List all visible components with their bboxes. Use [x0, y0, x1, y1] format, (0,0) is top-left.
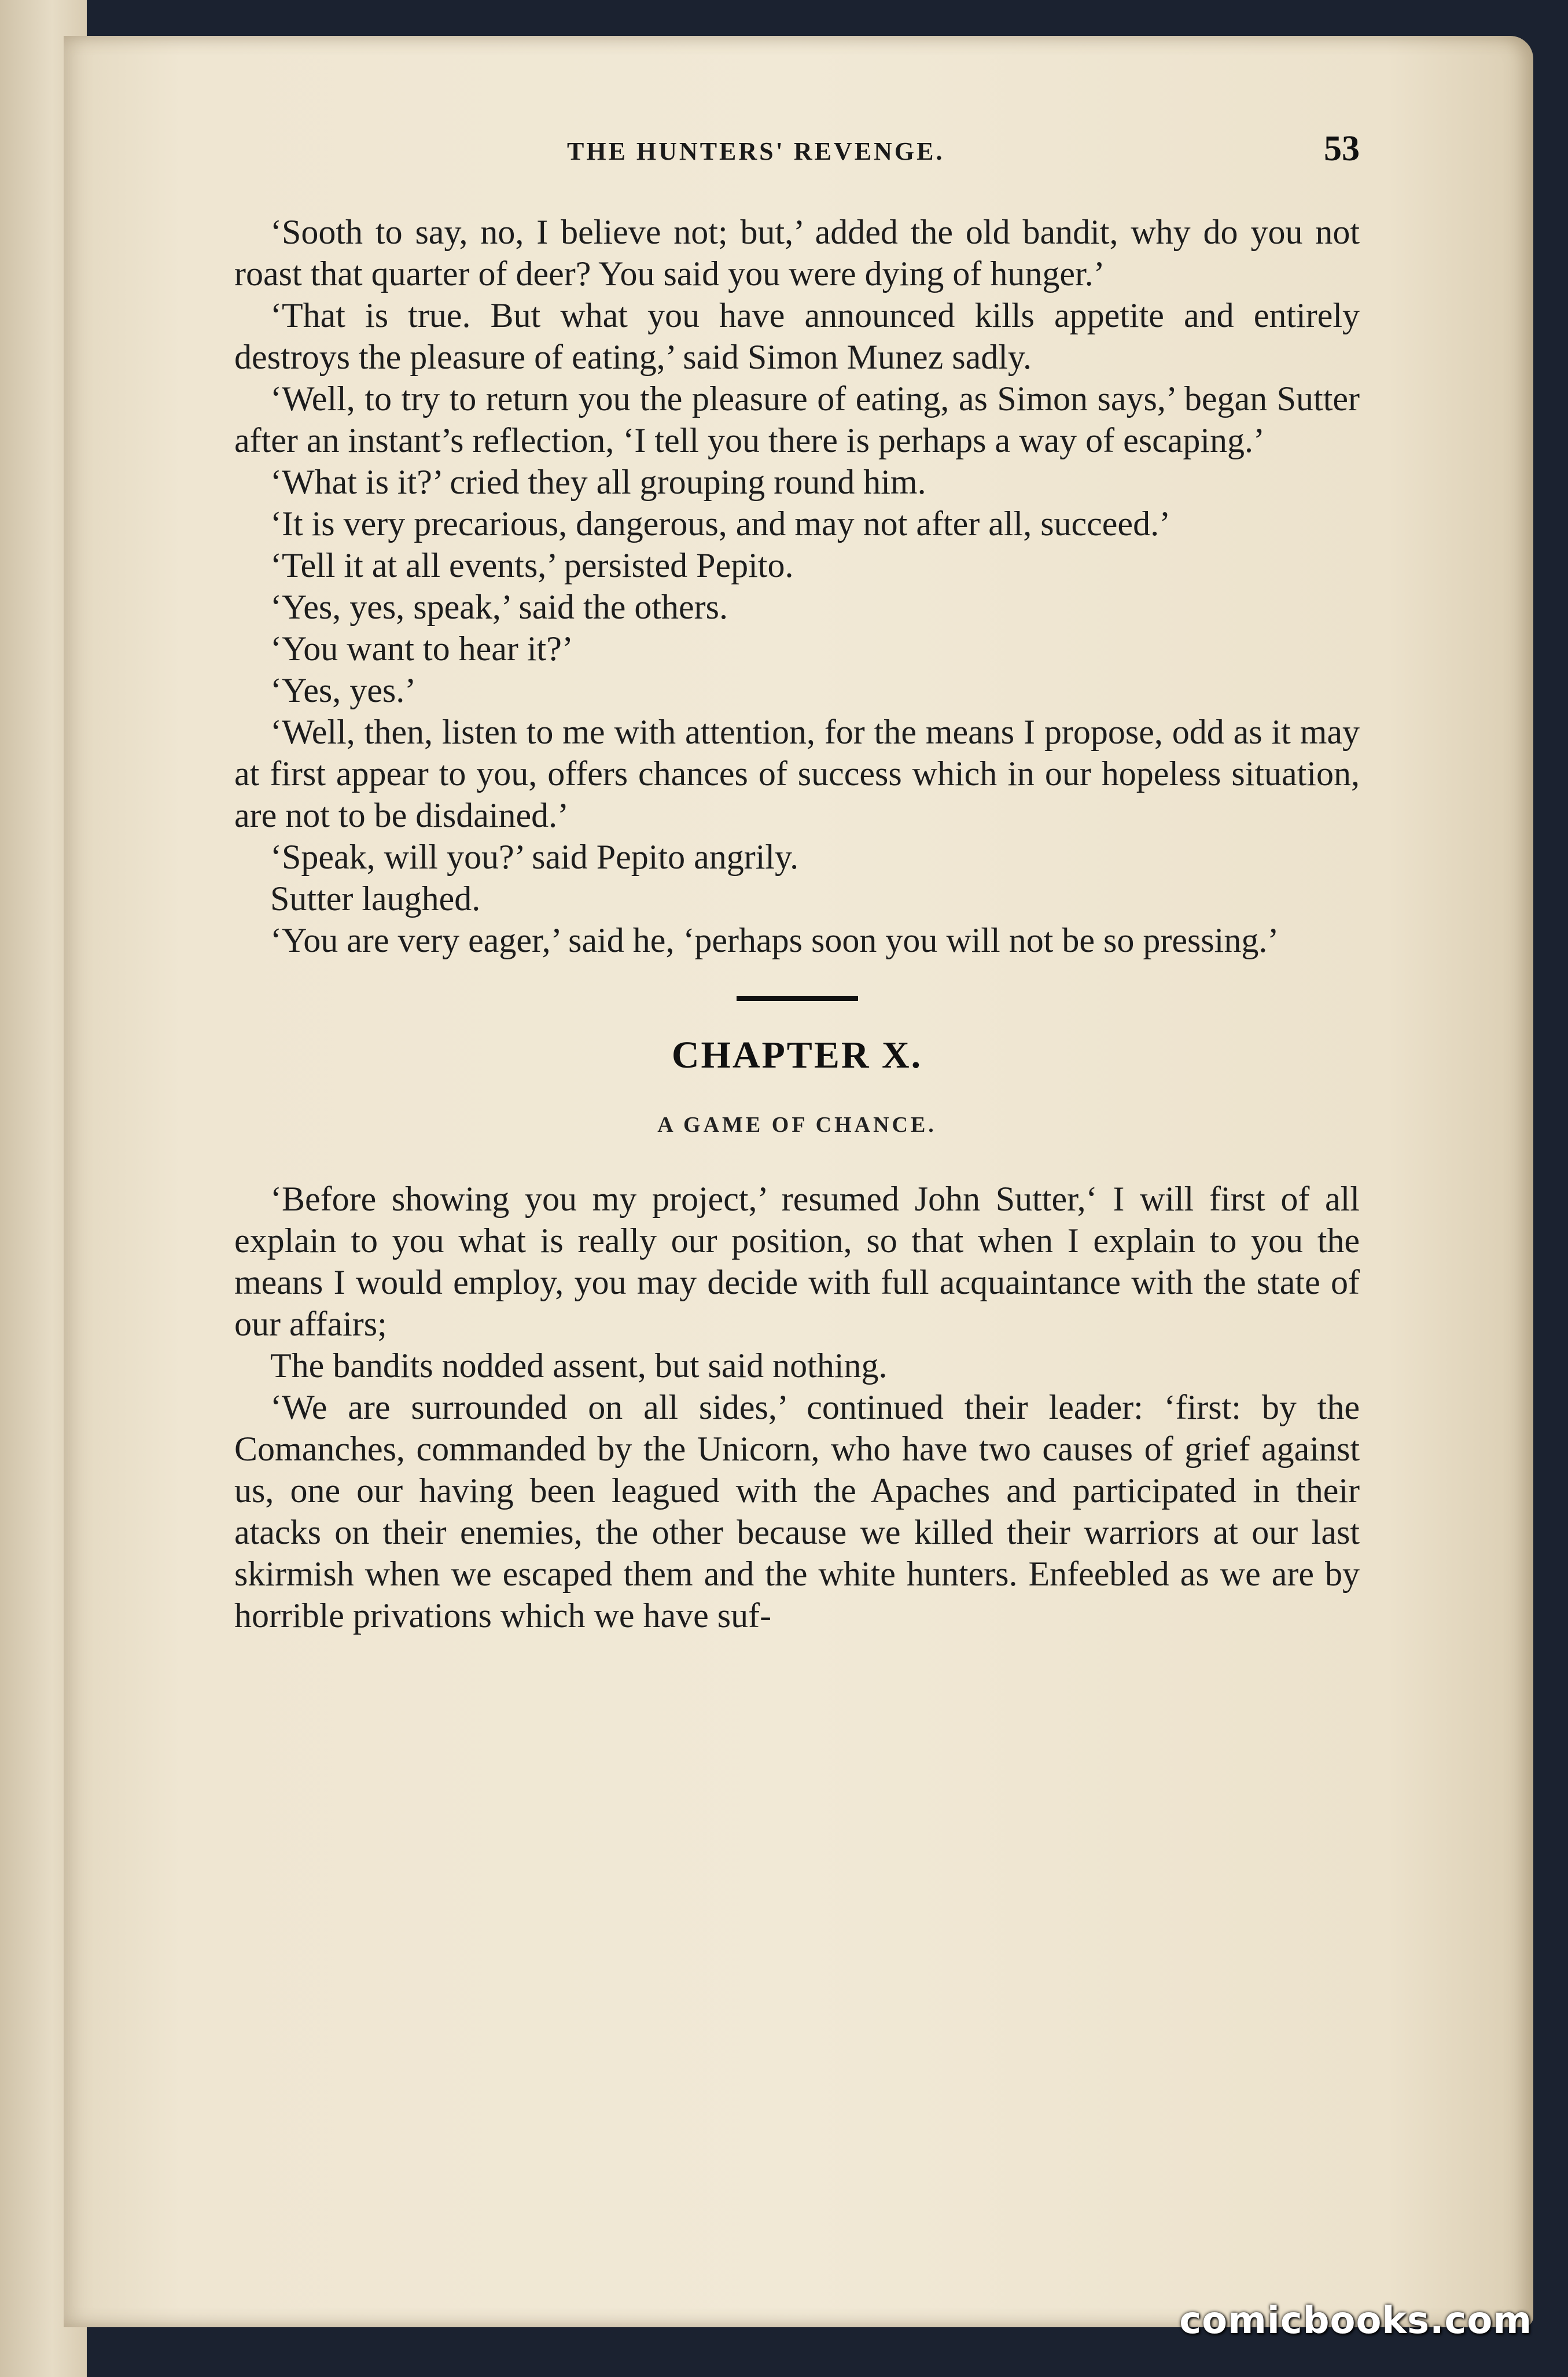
paragraph: ‘Sooth to say, no, I believe not; but,’ added the old bandit, why do you not roast that quarter of deer? You said you were dying of hunger.’ [234, 213, 1360, 293]
section-divider-rule [737, 996, 858, 1001]
running-head: THE HUNTERS' REVENGE. [567, 137, 945, 165]
paragraphs-before-chapter [234, 211, 1360, 961]
paragraph: ‘Yes, yes.’ [270, 671, 417, 709]
watermark-logo: comicbooks.com [1179, 2299, 1532, 2342]
paragraph: ‘Tell it at all events,’ persisted Pepito. [270, 546, 794, 584]
paragraph: ‘That is true. But what you have announced kills appetite and entirely destroys the pleasure of eating,’ said Simon Munez sadly. [234, 296, 1360, 376]
paragraph: The bandits nodded assent, but said nothing. [270, 1346, 888, 1385]
paragraph: ‘You are very eager,’ said he, ‘perhaps soon you will not be so pressing.’ [270, 921, 1279, 959]
paragraph: ‘What is it?’ cried they all grouping round him. [270, 463, 926, 501]
paragraph: ‘Well, then, listen to me with attention, for the means I propose, odd as it may at first appear to you, offers chances of success which in our hopeless situation, are not to be disdained.’ [234, 713, 1360, 834]
chapter-subtitle: A GAME OF CHANCE. [657, 1113, 937, 1137]
paragraph: ‘You want to hear it?’ [270, 630, 573, 668]
body-text [234, 211, 1360, 1636]
paragraph: ‘We are surrounded on all sides,’ continued their leader: ‘first: by the Comanches, commanded by the Unicorn, who have two causes of grief against us, one our having been leagued with the Apaches and participated in their atacks on their enemies, the other because we killed their warriors at our last skirmish when we escaped them and the white hunters. Enfeebled as we are by horrible privations which we have suf- [234, 1388, 1360, 1635]
paragraph: ‘Before showing you my project,’ resumed John Sutter,‘ I will first of all explain to you what is really our position, so that when I explain to you the means I would employ, you may decide with full acquaintance with the state of our affairs; [234, 1180, 1360, 1343]
paragraph: ‘Speak, will you?’ said Pepito angrily. [270, 838, 799, 876]
paragraph: ‘Yes, yes, speak,’ said the others. [270, 588, 728, 626]
page-header [231, 129, 1360, 174]
paragraph: ‘It is very precarious, dangerous, and may not after all, succeed.’ [270, 505, 1171, 543]
page-number: 53 [1324, 129, 1360, 168]
paragraph: ‘Well, to try to return you the pleasure of eating, as Simon says,’ began Sutter after an instant’s reflection, ‘I tell you there is perhaps a way of escaping.’ [234, 380, 1360, 459]
chapter-title: CHAPTER X. [671, 1034, 923, 1076]
paragraph: Sutter laughed. [270, 880, 481, 918]
paragraphs-after-chapter [234, 1178, 1360, 1636]
